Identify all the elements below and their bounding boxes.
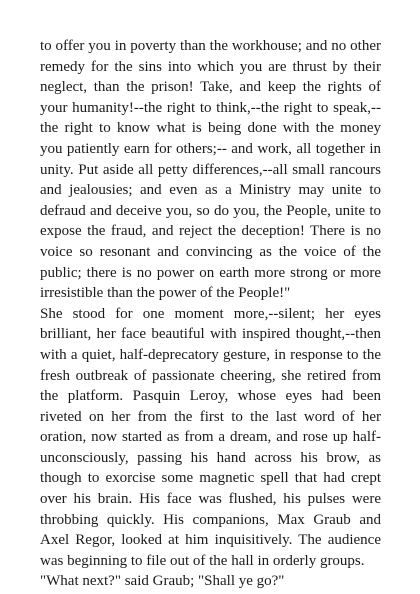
paragraph-speech-ending: to offer you in poverty than the workhouse; and no other remedy for the sins into which you are thrust by their neglect, than the prison! Take, and keep the rights of your humanity!--the right to think,--the right to speak,--the right to know what is being done with the money you patiently earn for others;-- and work, all together in unity. Put aside all petty differences,--all small rancours and jealousies; and even as a Ministry may unite to defraud and deceive you, so do you, the People, unite to expose the fraud, and reject the deception! There is no voice so resonant and convincing as the voice of the public; there is no power on earth more strong or more irresistible than the power of the People!": [40, 38, 381, 302]
paragraph-narration: She stood for one moment more,--silent; her eyes brilliant, her face beautiful with inspired thought,--then with a quiet, half-deprecatory gesture, in response to the fresh outbreak of passionate cheering, she retired from the platform. Pasquin Leroy, whose eyes had been riveted on her from the first to the last word of her oration, now started as from a dream, and rose up half-unconsciously, passing his hand across his brow, as though to exorcise some magnetic spell that had crept over his brain. His face was flushed, his pulses were throbbing quickly. His companions, Max Graub and Axel Regor, looked at him inquisitively. The audience was beginning to file out of the hall in orderly groups.: [40, 305, 381, 569]
paragraph-dialogue: "What next?" said Graub; "Shall ye go?": [40, 573, 285, 590]
page-text: [40, 36, 381, 592]
